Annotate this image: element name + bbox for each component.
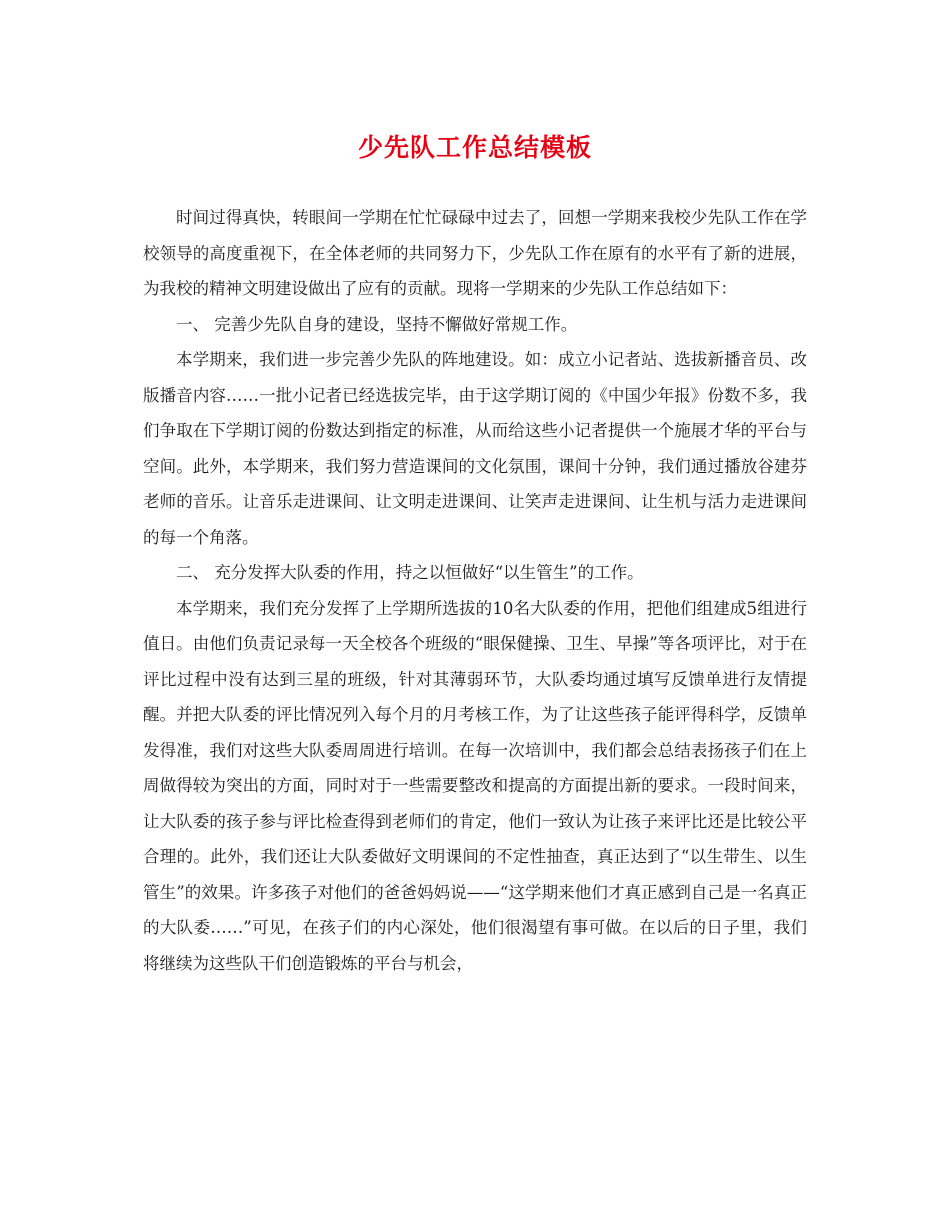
document-title: 少先队工作总结模板 (357, 133, 592, 162)
section-heading-2: 二、 充分发挥大队委的作用，持之以恒做好“以生管生”的工作。 (176, 563, 644, 582)
section-2-paragraph: 本学期来，我们充分发挥了上学期所选拔的10名大队委的作用，把他们组建成5组进行值日。由他们负责记录每一天全校各个班级的“眼保健操、卫生、早操”等各项评比，对于在评比过程中没有达到三星的班级，针对其薄弱环节，大队委均通过填写反馈单进行友情提醒。并把大队委的评比情况列入每个月的月考核工作，为了让这些孩子能评得科学，反馈单发得准，我们对这些大队委周周进行培训。在每一次培训中，我们都会总结表扬孩子们在上周做得较为突出的方面，同时对于一些需要整改和提高的方面提出新的要求。一段时间来，让大队委的孩子参与评比检查得到老师们的肯定，他们一致认为让孩子来评比还是比较公平合理的。此外，我们还让大队委做好文明课间的不定性抽查，真正达到了“以生带生、以生管生”的效果。许多孩子对他们的爸爸妈妈说——“这学期来他们才真正感到自己是一名真正的大队委……”可见，在孩子们的内心深处，他们很渴望有事可做。在以后的日子里，我们将继续为这些队干们创造锻炼的平台与机会， (143, 598, 807, 973)
document-body (143, 200, 807, 981)
section-heading-1: 一、 完善少先队自身的建设，坚持不懈做好常规工作。 (176, 314, 578, 334)
section-1-paragraph: 本学期来，我们进一步完善少先队的阵地建设。如：成立小记者站、选拔新播音员、改版播音内容……一批小记者已经选拔完毕，由于这学期订阅的《中国少年报》份数不多，我们争取在下学期订阅的份数达到指定的标准，从而给这些小记者提供一个施展才华的平台与空间。此外，本学期来，我们努力营造课间的文化氛围，课间十分钟，我们通过播放谷建芬老师的音乐。让音乐走进课间、让文明走进课间、让笑声走进课间、让生机与活力走进课间的每一个角落。 (143, 350, 807, 547)
intro-paragraph: 时间过得真快，转眼间一学期在忙忙碌碌中过去了，回想一学期来我校少先队工作在学校领导的高度重视下，在全体老师的共同努力下，少先队工作在原有的水平有了新的进展，为我校的精神文明建设做出了应有的贡献。现将一学期来的少先队工作总结如下： (143, 208, 807, 298)
